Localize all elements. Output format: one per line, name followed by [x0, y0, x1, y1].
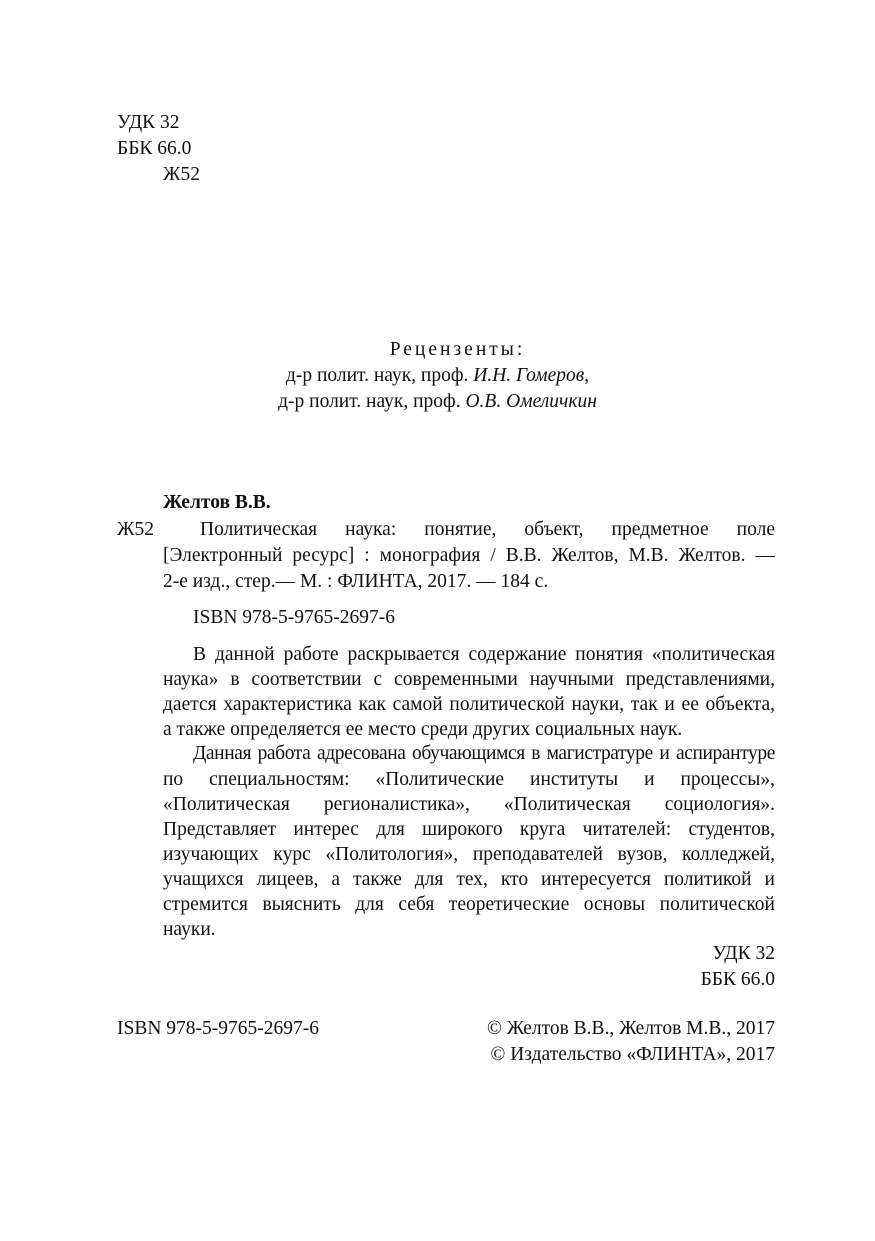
index-bbk: ББК 66.0	[700, 969, 775, 990]
abstract-p2-line-7: стремится выяснить для себя теоретические основы политической	[163, 894, 775, 915]
abstract-p2-line-1: Данная работа адресована обучающимся в магистратуре и аспирантуре	[193, 743, 775, 764]
abstract-p1-line-3: дается характеристика как самой политической науки, так и ее объекта,	[163, 694, 775, 715]
abstract-p2-line-3: «Политическая регионалистика», «Политическая социология».	[163, 794, 775, 815]
abstract-p2-line-8: науки.	[163, 919, 216, 940]
reviewers-title: Рецензенты:	[389, 339, 526, 360]
reviewer-2: д-р полит. наук, проф. О.В. Омеличкин	[278, 391, 597, 412]
copyright-authors: © Желтов В.В., Желтов М.В., 2017	[487, 1018, 775, 1039]
reviewer-1: д-р полит. наук, проф. И.Н. Гомеров,	[285, 365, 590, 386]
record-isbn: ISBN 978-5-9765-2697-6	[193, 607, 396, 628]
record-title-line-1: Политическая наука: понятие, объект, предметное поле	[200, 519, 775, 540]
author-sign: Ж52	[163, 164, 200, 185]
abstract-p1-line-4: а также определяется ее место среди других социальных наук.	[163, 719, 683, 740]
udk-code: УДК 32	[117, 112, 180, 133]
record-title-line-2: [Электронный ресурс] : монография / В.В. Желтов, М.В. Желтов. —	[163, 545, 775, 566]
abstract-p2-line-2: по специальностям: «Политические институты и процессы»,	[163, 769, 775, 790]
index-udk: УДК 32	[712, 943, 775, 964]
abstract-p2-line-4: Представляет интерес для широкого круга читателей: студентов,	[163, 819, 775, 840]
abstract-p1-line-2: наука» в соответствии с современными научными представлениями,	[163, 669, 775, 690]
abstract-p1-line-1: В данной работе раскрывается содержание понятия «политическая	[193, 644, 775, 665]
bbk-code: ББК 66.0	[117, 138, 192, 159]
record-title-line-3: 2-е изд., стер.— М. : ФЛИНТА, 2017. — 184 с.	[163, 571, 549, 592]
record-sign: Ж52	[117, 519, 154, 540]
abstract-p2-line-5: изучающих курс «Политология», преподавателей вузов, колледжей,	[163, 844, 775, 865]
footer-isbn: ISBN 978-5-9765-2697-6	[117, 1018, 320, 1039]
abstract-p2-line-6: учащихся лицеев, а также для тех, кто интересуется политикой и	[163, 869, 775, 890]
record-author: Желтов В.В.	[163, 492, 271, 513]
copyright-publisher: © Издательство «ФЛИНТА», 2017	[490, 1044, 775, 1065]
